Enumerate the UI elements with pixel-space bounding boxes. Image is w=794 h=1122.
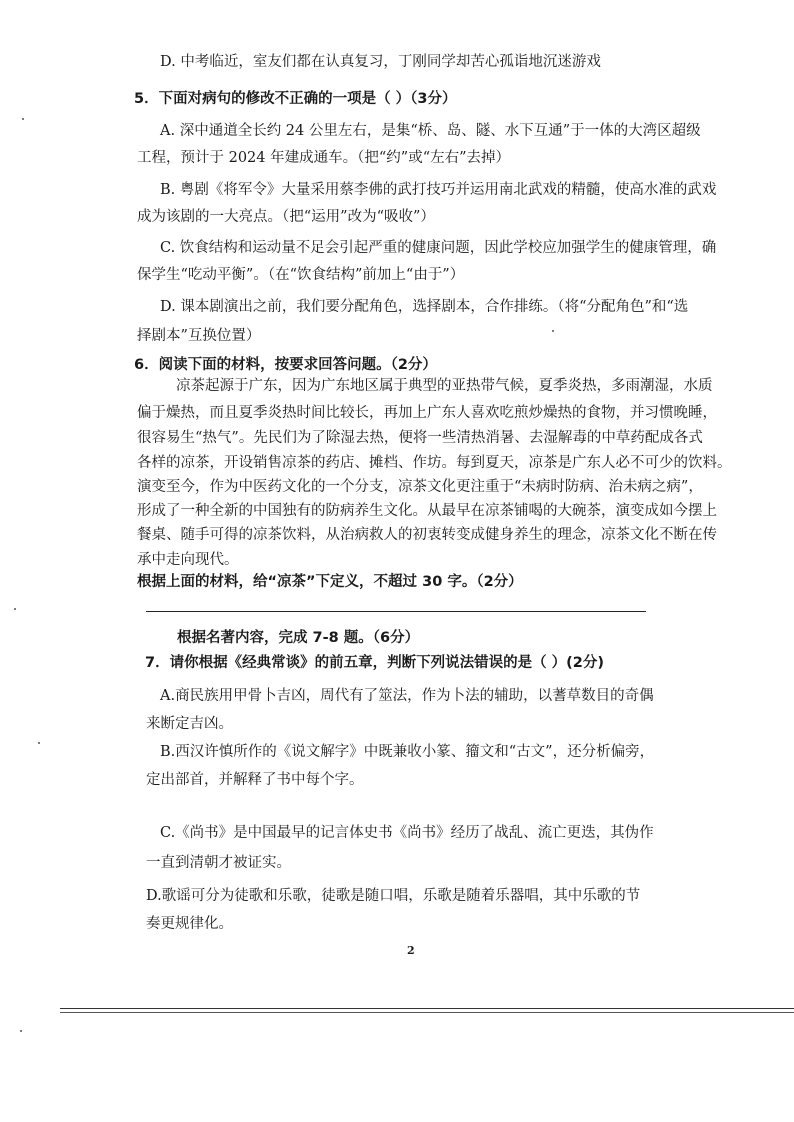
q5-title: 5．下面对病句的修改不正确的一项是（ ）（3分） [134,91,457,107]
q5-option-c-line2: 保学生“吃动平衡”。（在“饮食结构”前加上“由于”） [137,267,465,283]
q7-option-b-line2: 定出部首，并解释了书中每个字。 [146,772,364,788]
q6-passage-line6: 形成了一种全新的中国独有的防病养生文化。从最早在凉茶铺喝的大碗茶，演变成如今摆上 [137,503,717,519]
scan-speck [22,118,24,120]
footer-rule-top [60,1008,794,1009]
q6-passage-line8: 承中走向现代。 [137,552,239,568]
q7-option-c-line2: 一直到清朝才被证实。 [146,855,291,871]
q6-answer-line [146,611,646,612]
q5-option-b-line1: B. 粤剧《将军令》大量采用蔡李佛的武打技巧并运用南北武戏的精髓，使高水准的武戏 [160,182,717,198]
scan-speck [38,742,40,744]
page-number: 2 [407,944,415,957]
q6-passage-line7: 餐桌、随手可得的凉茶饮料，从治病救人的初衷转变成健身养生的理念，凉茶文化不断在传 [137,527,717,543]
q5-option-a-line2: 工程，预计于 2024 年建成通车。（把“约”或“左右”去掉） [137,150,511,166]
q5-option-c-line1: C. 饮食结构和运动量不足会引起严重的健康问题，因此学校应加强学生的健康管理，确 [160,240,717,256]
q7-option-c-line1: C.《尚书》是中国最早的记言体史书《尚书》经历了战乱、流亡更迭，其伪作 [160,825,654,841]
q6-passage-line3: 很容易生“热气”。先民们为了除湿去热，便将一些清热消暑、去湿解毒的中草药配成各式 [137,430,703,446]
q5-option-a-line1: A. 深中通道全长约 24 公里左右，是集“桥、岛、隧、水下互通”于一体的大湾区超级 [160,123,701,139]
scan-speck [20,1030,22,1032]
footer-rule-bottom [60,1012,794,1013]
q7-option-a-line1: A.商民族用甲骨卜吉凶，周代有了筮法，作为卜法的辅助，以蓍草数目的奇偶 [160,688,654,704]
q6-prompt: 根据上面的材料，给“凉茶”下定义，不超过 30 字。（2分） [137,574,523,590]
q6-title: 6．阅读下面的材料，按要求回答问题。（2分） [134,357,437,373]
q7-option-b-line1: B.西汉许慎所作的《说文解字》中既兼收小篆、籀文和“古文”，还分析偏旁， [160,744,655,760]
scan-speck [552,330,554,332]
q7-option-d-line2: 奏更规律化。 [146,916,233,932]
q5-option-d-line1: D. 课本剧演出之前，我们要分配角色，选择剧本，合作排练。（将“分配角色”和“选 [160,299,689,315]
q6-passage-line1: 凉茶起源于广东，因为广东地区属于典型的亚热带气候，夏季炎热，多雨潮湿，水质 [176,378,713,394]
q6-passage-line2: 偏于燥热，而且夏季炎热时间比较长，再加上广东人喜欢吃煎炒燥热的食物，并习惯晚睡， [137,405,717,421]
q5-option-d-line2: 择剧本”互换位置） [137,328,261,344]
q5-option-b-line2: 成为该剧的一大亮点。（把“运用”改为“吸收”） [137,209,435,225]
q7-option-a-line2: 来断定吉凶。 [146,716,233,732]
q7-option-d-line1: D.歌谣可分为徒歌和乐歌，徒歌是随口唱，乐歌是随着乐器唱，其中乐歌的节 [146,888,641,904]
section-intro: 根据名著内容，完成 7-8 题。（6分） [177,630,420,646]
scan-speck [14,608,16,610]
q6-passage-line5: 演变至今，作为中医药文化的一个分支，凉茶文化更注重于“未病时防病、治未病之病”， [137,479,703,495]
q6-passage-line4: 各样的凉茶，开设销售凉茶的药店、摊档、作坊。每到夏天，凉茶是广东人必不可少的饮料。 [137,455,732,471]
q4-option-d: D. 中考临近，室友们都在认真复习，丁刚同学却苦心孤诣地沉迷游戏 [160,54,601,70]
q7-title: 7．请你根据《经典常谈》的前五章，判断下列说法错误的是（ ）(2分) [145,655,604,671]
